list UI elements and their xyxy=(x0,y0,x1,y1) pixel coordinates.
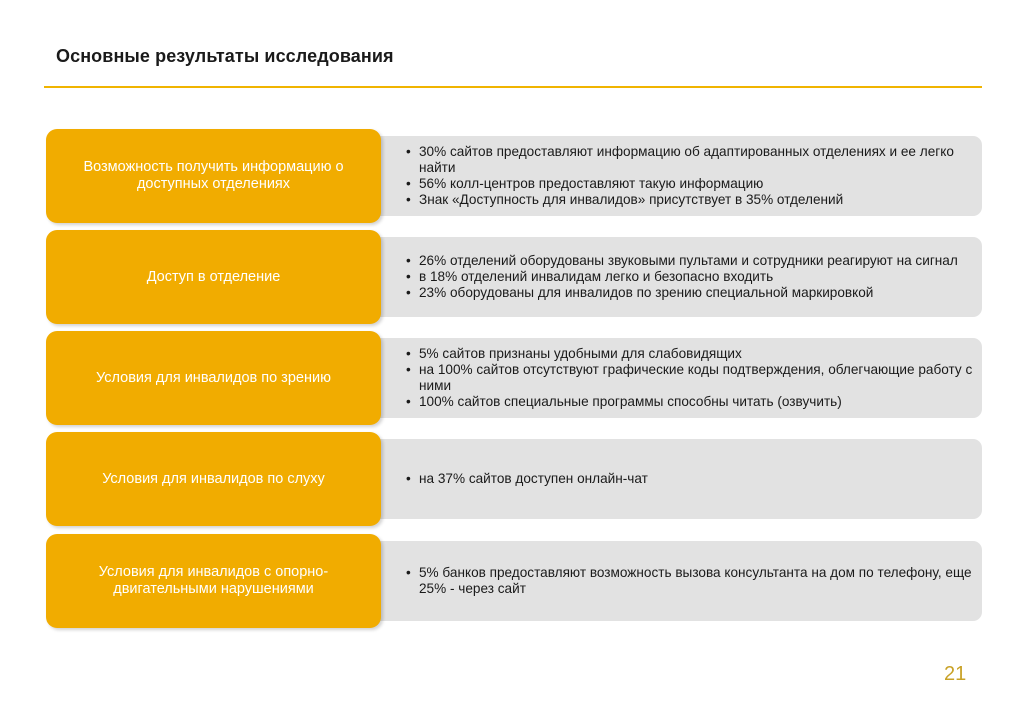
finding-row xyxy=(0,230,1024,324)
page-number: 21 xyxy=(944,663,967,685)
category-box xyxy=(46,129,381,223)
findings-list xyxy=(406,237,978,317)
finding-item: • на 100% сайтов отсутствуют графические коды подтверждения, облегчающие работу с ними xyxy=(406,362,978,394)
category-box xyxy=(46,230,381,324)
category-label: Доступ в отделение xyxy=(146,268,281,285)
finding-item: • на 37% сайтов доступен онлайн-чат xyxy=(406,471,978,487)
finding-row xyxy=(0,534,1024,628)
finding-item: • 26% отделений оборудованы звуковыми пультами и сотрудники реагируют на сигнал xyxy=(406,253,978,269)
finding-row xyxy=(0,432,1024,526)
findings-list xyxy=(406,541,978,621)
finding-item: • 56% колл-центров предоставляют такую информацию xyxy=(406,176,978,192)
category-label: Условия для инвалидов по зрению xyxy=(96,369,331,386)
category-box xyxy=(46,432,381,526)
category-box xyxy=(46,534,381,628)
finding-item: • 5% сайтов признаны удобными для слабовидящих xyxy=(406,346,978,362)
finding-item: • 30% сайтов предоставляют информацию об адаптированных отделениях и ее легко найти xyxy=(406,144,978,176)
category-box xyxy=(46,331,381,425)
finding-row xyxy=(0,331,1024,425)
category-label: Условия для инвалидов по слуху xyxy=(102,470,325,487)
finding-item: • 23% оборудованы для инвалидов по зрению специальной маркировкой xyxy=(406,285,978,301)
category-label: Возможность получить информацию о доступных отделениях xyxy=(83,159,344,192)
findings-list xyxy=(406,136,978,216)
slide-title: Основные результаты исследования xyxy=(56,46,394,66)
finding-item: • 100% сайтов специальные программы способны читать (озвучить) xyxy=(406,394,978,410)
finding-item: • 5% банков предоставляют возможность вызова консультанта на дом по телефону, еще 25% - через сайт xyxy=(406,565,978,597)
findings-list xyxy=(406,338,978,418)
finding-row xyxy=(0,129,1024,223)
finding-item: • Знак «Доступность для инвалидов» присутствует в 35% отделений xyxy=(406,192,978,208)
findings-list xyxy=(406,439,978,519)
category-label: Условия для инвалидов с опорно-двигательными нарушениями xyxy=(98,564,329,597)
finding-item: • в 18% отделений инвалидам легко и безопасно входить xyxy=(406,269,978,285)
